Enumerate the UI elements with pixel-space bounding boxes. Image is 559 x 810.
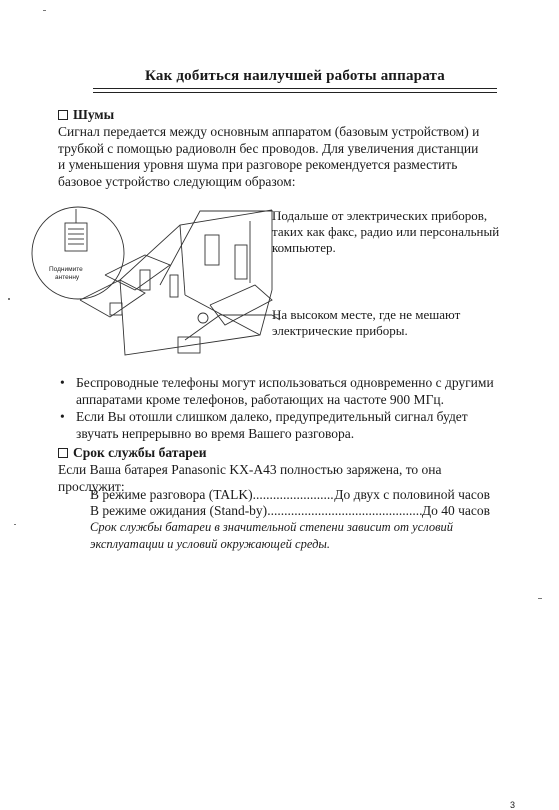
scan-speck — [538, 598, 542, 599]
standby-value: До 40 часов — [421, 503, 490, 518]
standby-label: В режиме ожидания (Stand-by) — [90, 503, 268, 518]
checkbox-icon — [58, 448, 68, 458]
battery-intro: Если Ваша батарея Panasonic KX-A43 полностью заряжена, то она прослужит: — [58, 462, 442, 494]
battery-heading-text: Срок службы батареи — [73, 445, 207, 460]
page-number: 3 — [509, 800, 515, 810]
list-item: • Если Вы отошли слишком далеко, предупредительный сигнал будет звучать непрерывно во время Вашего разговора. — [60, 409, 468, 441]
talk-label: В режиме разговора (TALK) — [90, 487, 253, 502]
noise-heading-text: Шумы — [73, 107, 115, 122]
bullet-icon: • — [60, 375, 65, 390]
usage-notes-list — [58, 375, 498, 443]
battery-note: Срок службы батареи в значительной степени зависит от условий эксплуатации и условий окружающей среды. — [90, 520, 454, 551]
base-unit-inset — [65, 223, 87, 251]
scan-speck — [43, 10, 46, 11]
list-item: • Беспроводные телефоны могут использоваться одновременно с другими аппаратами кроме телефонов, работающих на частоте 900 МГц. — [60, 375, 494, 407]
checkbox-icon — [58, 110, 68, 120]
battery-talk-row — [90, 487, 490, 503]
callout-away-from-devices: Подальше от электрических приборов, таких как факс, радио или персональный компьютер. — [272, 208, 500, 255]
dot-leader — [253, 487, 335, 503]
placement-diagram — [10, 185, 550, 370]
inset-label-line1: Поднимите — [49, 266, 83, 273]
title-rule-top — [93, 88, 497, 89]
scan-speck — [14, 524, 16, 525]
noise-heading — [58, 107, 114, 123]
callout-high-place: На высоком месте, где не мешают электрические приборы. — [272, 307, 461, 338]
page-title: Как добиться наилучшей работы аппарата — [145, 68, 445, 84]
talk-value: До двух с половиной часов — [334, 487, 490, 502]
battery-standby-row — [90, 503, 490, 519]
battery-heading — [58, 445, 207, 461]
dot-leader — [267, 503, 422, 519]
noise-paragraph: Сигнал передается между основным аппаратом (базовым устройством) и трубкой с помощью радиоволн бес проводов. Для увеличения дистанции и уменьшения уровня шума при разговоре рекомендуется разместить базовое устройство следующим образом: — [58, 124, 480, 189]
scan-speck — [8, 298, 10, 300]
inset-label-line2: антенну — [55, 274, 80, 281]
title-rule-bottom — [93, 92, 497, 93]
bullet-icon: • — [60, 409, 65, 424]
